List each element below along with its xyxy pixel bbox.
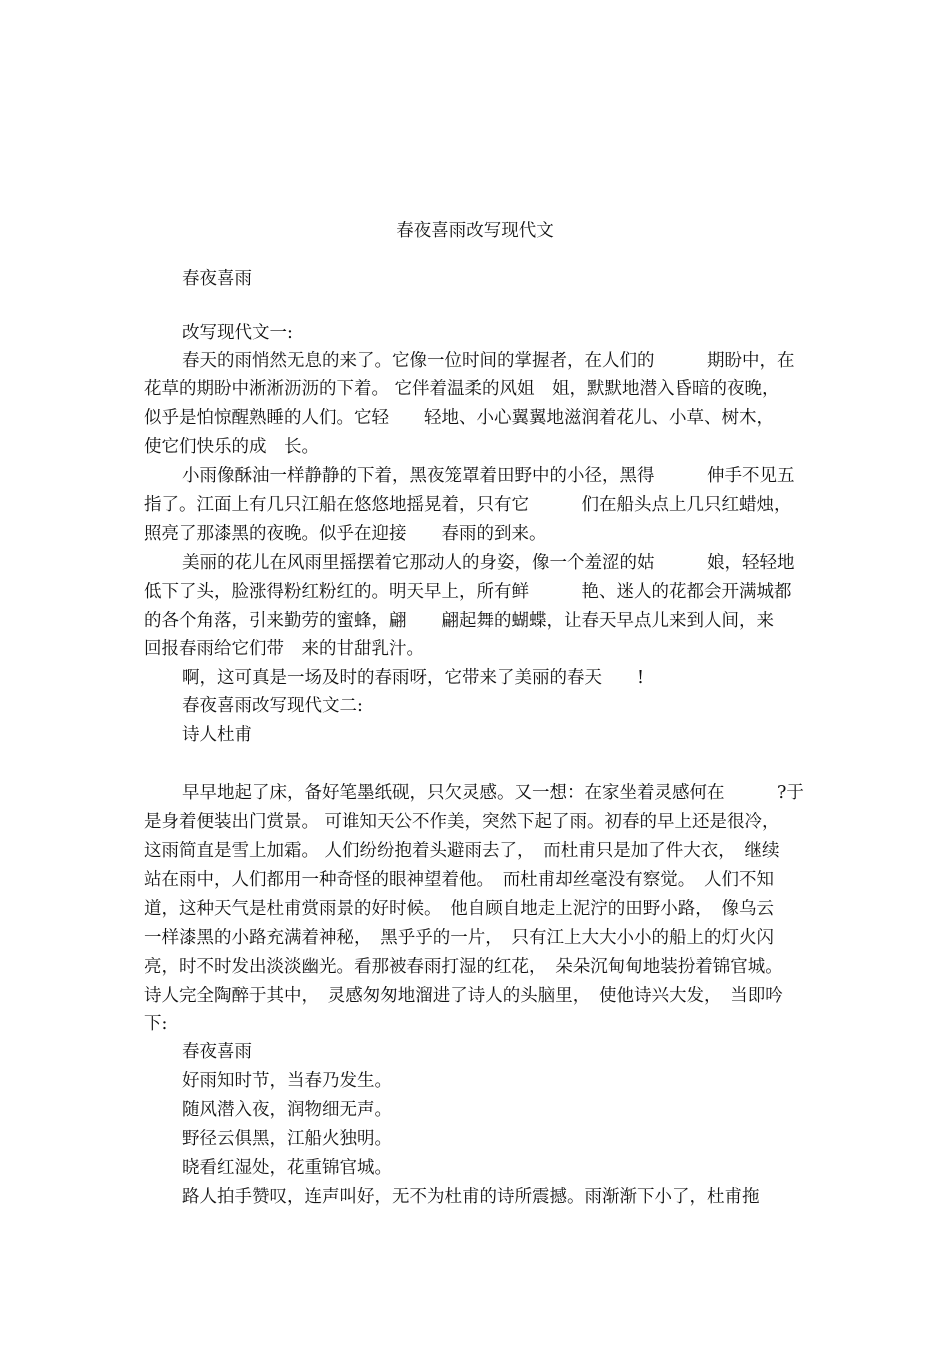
paragraph-line: 站在雨中，人们都用一种奇怪的眼神望着他。 而杜甫却丝毫没有察觉。 人们不知 — [144, 870, 774, 890]
poem-line: 野径云俱黑，江船火独明。 — [182, 1129, 392, 1149]
paragraph-line: 啊，这可真是一场及时的春雨呀，它带来了美丽的春天 ! — [182, 668, 645, 688]
paragraph-line: 花草的期盼中淅淅沥沥的下着。 它伴着温柔的风姐 姐，默默地潜入昏暗的夜晚， — [144, 379, 780, 399]
subtitle-poem-name: 春夜喜雨 — [182, 269, 252, 289]
paragraph-line: 使它们快乐的成 长。 — [144, 437, 319, 457]
poem-line: 随风潜入夜，润物细无声。 — [182, 1100, 392, 1120]
paragraph-line: 路人拍手赞叹，连声叫好，无不为杜甫的诗所震撼。雨渐渐下小了，杜甫拖 — [182, 1187, 760, 1207]
paragraph-line: 回报春雨给它们带 来的甘甜乳汁。 — [144, 639, 424, 659]
paragraph-line: 春天的雨悄然无息的来了。它像一位时间的掌握者，在人们的 期盼中，在 — [182, 351, 795, 371]
paragraph-line: 的各个角落，引来勤劳的蜜蜂，翩 翩起舞的蝴蝶，让春天早点儿来到人间，来 — [144, 611, 774, 631]
paragraph-line: 照亮了那漆黑的夜晚。似乎在迎接 春雨的到来。 — [144, 524, 547, 544]
section-heading-version-two: 春夜喜雨改写现代文二: — [182, 696, 363, 716]
paragraph-line: 一样漆黑的小路充满着神秘， 黑乎乎的一片， 只有江上大大小小的船上的灯火闪 — [144, 928, 774, 948]
paragraph-line: 道，这种天气是杜甫赏雨景的好时候。 他自顾自地走上泥泞的田野小路， 像乌云 — [144, 899, 774, 919]
paragraph-line: 早早地起了床，备好笔墨纸砚，只欠灵感。又一想：在家坐着灵感何在 ?于 — [182, 783, 804, 803]
section-subheading: 诗人杜甫 — [182, 725, 252, 745]
paragraph-line: 亮，时不时发出淡淡幽光。看那被春雨打湿的红花， 朵朵沉甸甸地装扮着锦官城。 — [144, 957, 783, 977]
paragraph-line: 美丽的花儿在风雨里摇摆着它那动人的身姿，像一个羞涩的姑 娘，轻轻地 — [182, 553, 795, 573]
document-title: 春夜喜雨改写现代文 — [396, 221, 554, 241]
paragraph-line: 低下了头，脸涨得粉红粉红的。明天早上，所有鲜 艳、迷人的花都会开满城都 — [144, 582, 792, 602]
poem-line: 好雨知时节，当春乃发生。 — [182, 1071, 392, 1091]
paragraph-line: 诗人完全陶醉于其中， 灵感匆匆地溜进了诗人的头脑里， 使他诗兴大发， 当即吟 — [144, 986, 783, 1006]
poem-title: 春夜喜雨 — [182, 1042, 252, 1062]
paragraph-line: 小雨像酥油一样静静的下着，黑夜笼罩着田野中的小径，黑得 伸手不见五 — [182, 466, 795, 486]
section-heading-version-one: 改写现代文一: — [182, 323, 293, 343]
poem-line: 晓看红湿处，花重锦官城。 — [182, 1158, 392, 1178]
paragraph-line: 这雨简直是雪上加霜。 人们纷纷抱着头避雨去了， 而杜甫只是加了件大衣， 继续 — [144, 841, 780, 861]
paragraph-line: 是身着便装出门赏景。 可谁知天公不作美，突然下起了雨。初春的早上还是很冷， — [144, 812, 780, 832]
paragraph-line: 似乎是怕惊醒熟睡的人们。它轻 轻地、小心翼翼地滋润着花儿、小草、树木， — [144, 408, 774, 428]
paragraph-line: 下: — [144, 1014, 168, 1034]
paragraph-line: 指了。江面上有几只江船在悠悠地摇晃着，只有它 们在船头点上几只红蜡烛， — [144, 495, 792, 515]
